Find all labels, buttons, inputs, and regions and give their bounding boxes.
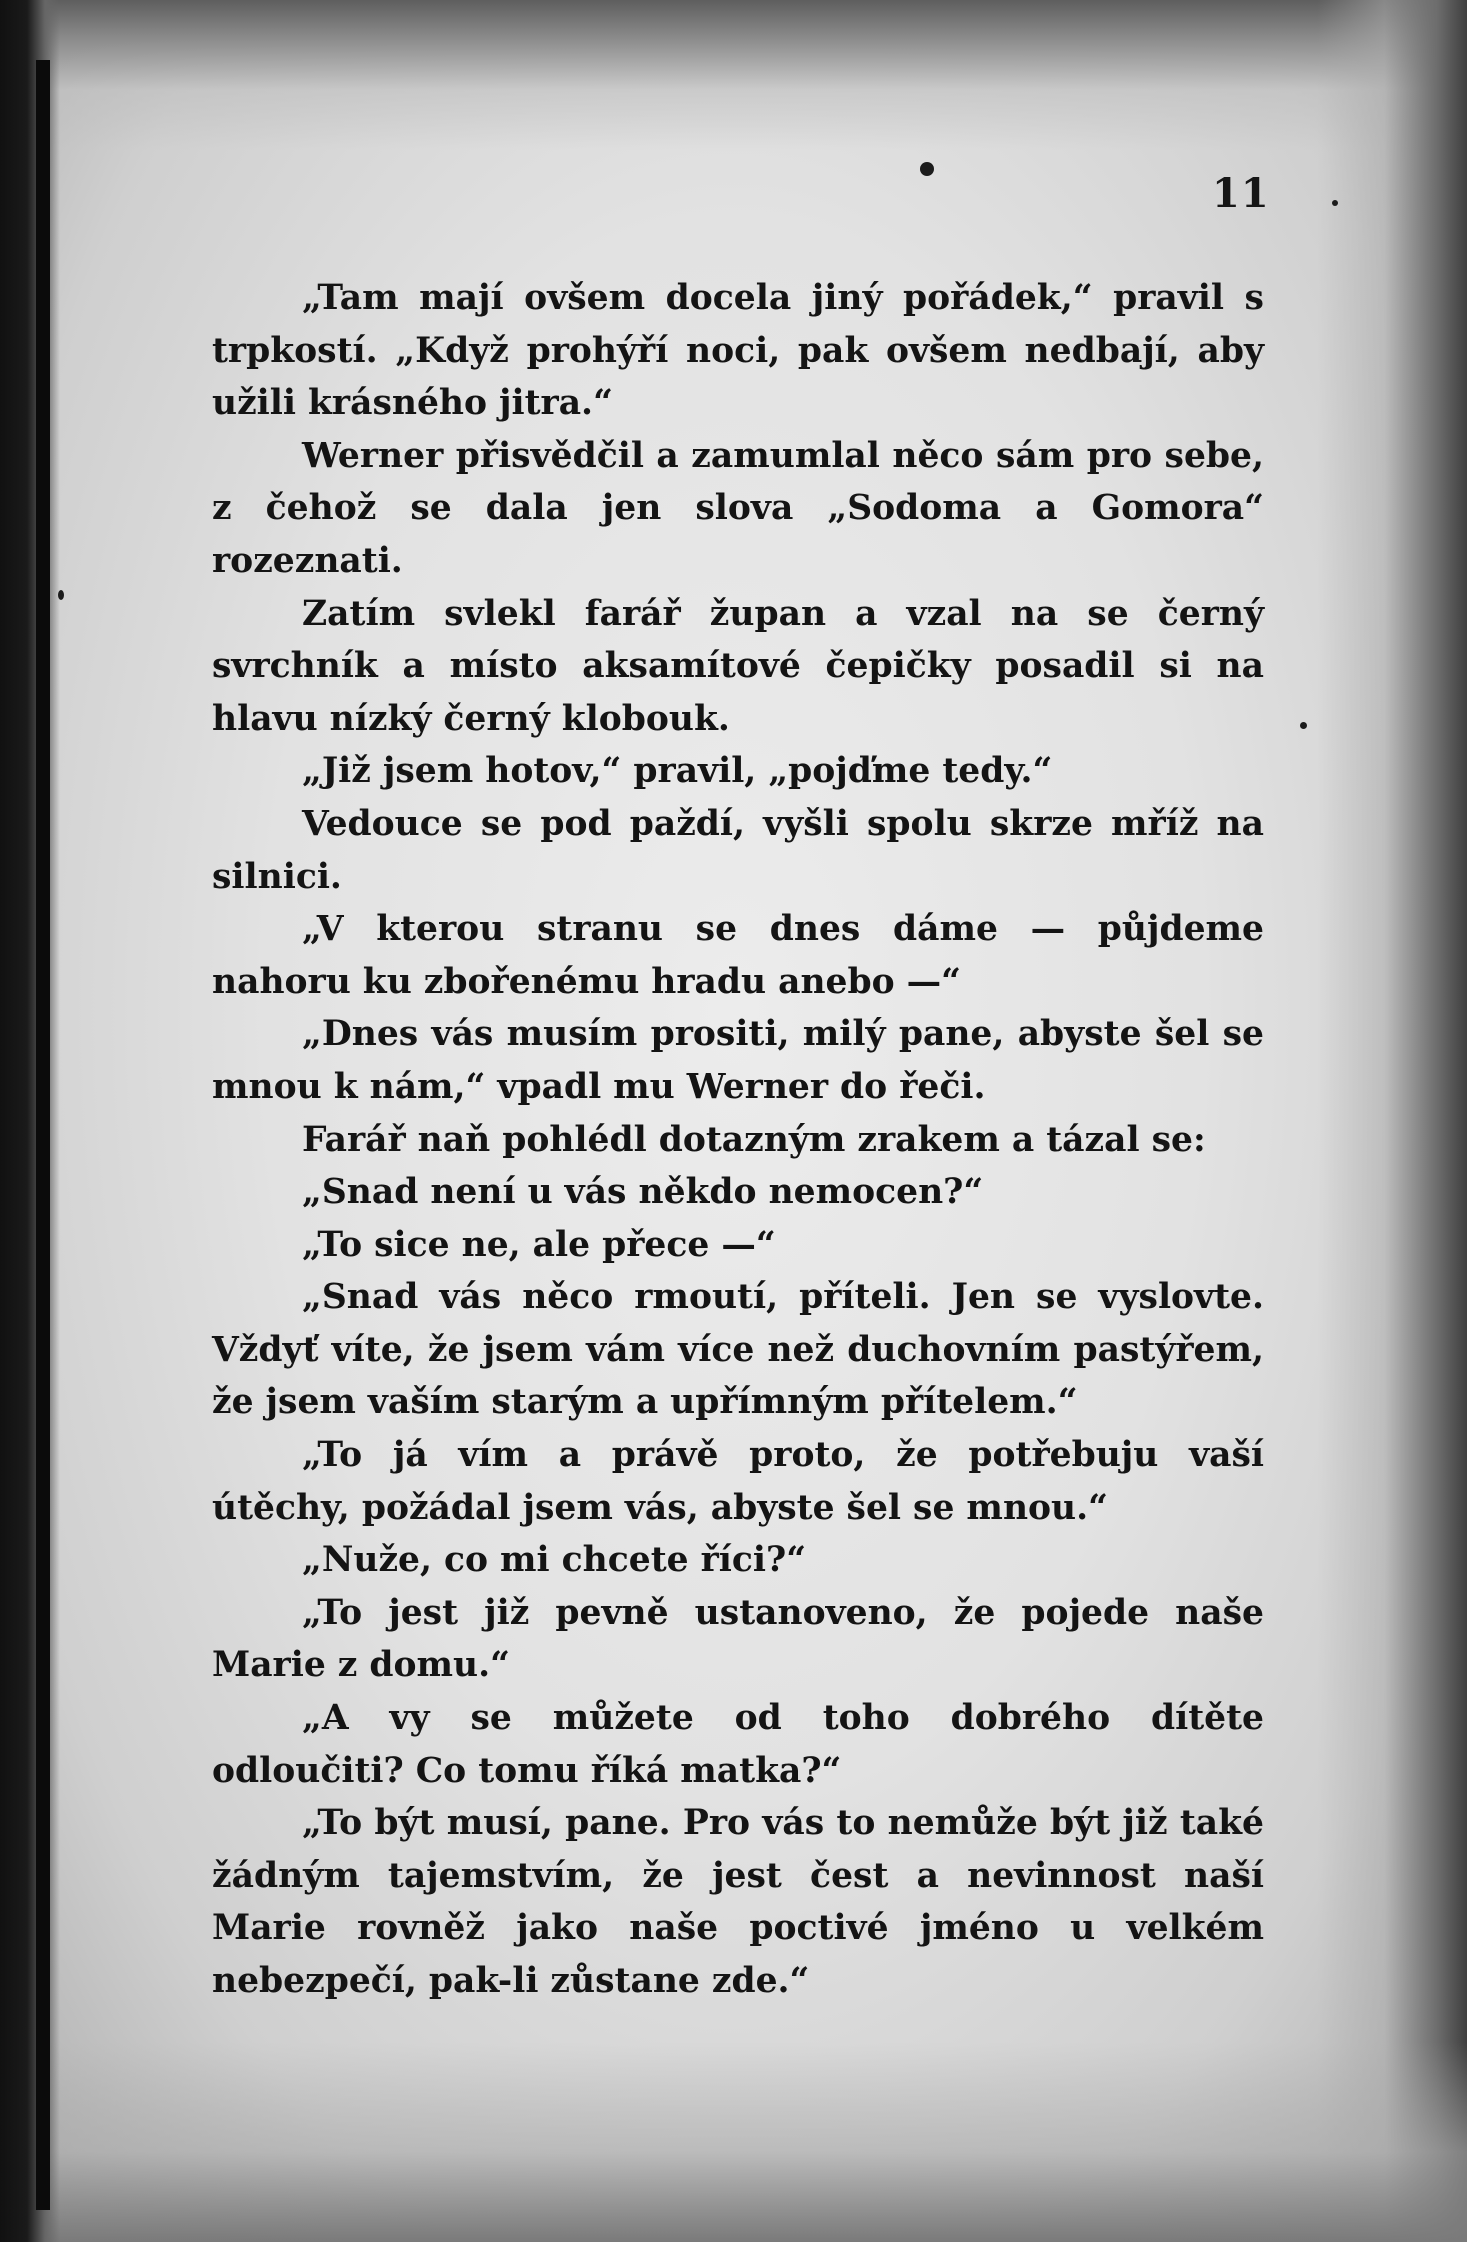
scan-shadow-bottom — [0, 2042, 1467, 2242]
paragraph: „Nuže, co mi chcete říci?“ — [302, 1540, 807, 1581]
body-text — [212, 272, 1264, 2008]
paragraph: „A vy se můžete od toho dobrého dítěte odloučiti? Co tomu říká matka?“ — [212, 1698, 1264, 1791]
paragraph: „Dnes vás musím prositi, milý pane, abyste šel se mnou k nám,“ vpadl mu Werner do řeči. — [212, 1014, 1264, 1107]
binding-line — [36, 60, 50, 2210]
scan-shadow-top — [0, 0, 1467, 150]
paragraph: Vedouce se pod paždí, vyšli spolu skrze mříž na silnici. — [212, 803, 1264, 897]
page-number: 11 — [1212, 170, 1270, 217]
paragraph: „To sice ne, ale přece —“ — [302, 1224, 776, 1265]
paragraph: Zatím svlekl farář župan a vzal na se černý svrchník a místo aksamítové čepičky posadil si na hlavu nízký černý klobouk. — [212, 593, 1264, 739]
paragraph: „Snad vás něco rmoutí, příteli. Jen se vyslovte. Vždyť víte, že jsem vám více než duchovním pastýřem, že jsem vaším starým a upřímným přítelem.“ — [212, 1277, 1264, 1423]
ink-speck — [920, 162, 934, 176]
paragraph: „Tam mají ovšem docela jiný pořádek,“ pravil s trpkostí. „Když prohýří noci, pak ovšem nedbají, aby užili krásného jitra.“ — [212, 278, 1264, 424]
paragraph: „Snad není u vás někdo nemocen?“ — [302, 1172, 984, 1213]
paragraph: „V kterou stranu se dnes dáme — půjdeme nahoru ku zbořenému hradu anebo —“ — [212, 909, 1264, 1002]
paragraph: „To jest již pevně ustanoveno, že pojede naše Marie z domu.“ — [212, 1592, 1264, 1686]
book-binding-edge — [0, 0, 60, 2242]
paragraph: „Již jsem hotov,“ pravil, „pojďme tedy.“ — [302, 751, 1053, 792]
paragraph: „To být musí, pane. Pro vás to nemůže být již také žádným tajemstvím, že jest čest a nevinnost naší Marie rovněž jako naše poctivé jméno u velkém nebezpečí, pak-li zůstane zde.“ — [212, 1803, 1264, 2001]
ink-speck — [58, 590, 64, 600]
ink-speck — [1300, 722, 1307, 729]
paragraph: Farář naň pohlédl dotazným zrakem a tázal se: — [302, 1119, 1206, 1160]
paragraph: „To já vím a právě proto, že potřebuju vaší útěchy, požádal jsem vás, abyste šel se mnou.“ — [212, 1435, 1264, 1528]
paragraph: Werner přisvědčil a zamumlal něco sám pro sebe, z čehož se dala jen slova „Sodoma a Gomora“ rozeznati. — [212, 435, 1264, 581]
scan-shadow-right — [1317, 0, 1467, 2242]
ink-speck — [1332, 200, 1338, 206]
